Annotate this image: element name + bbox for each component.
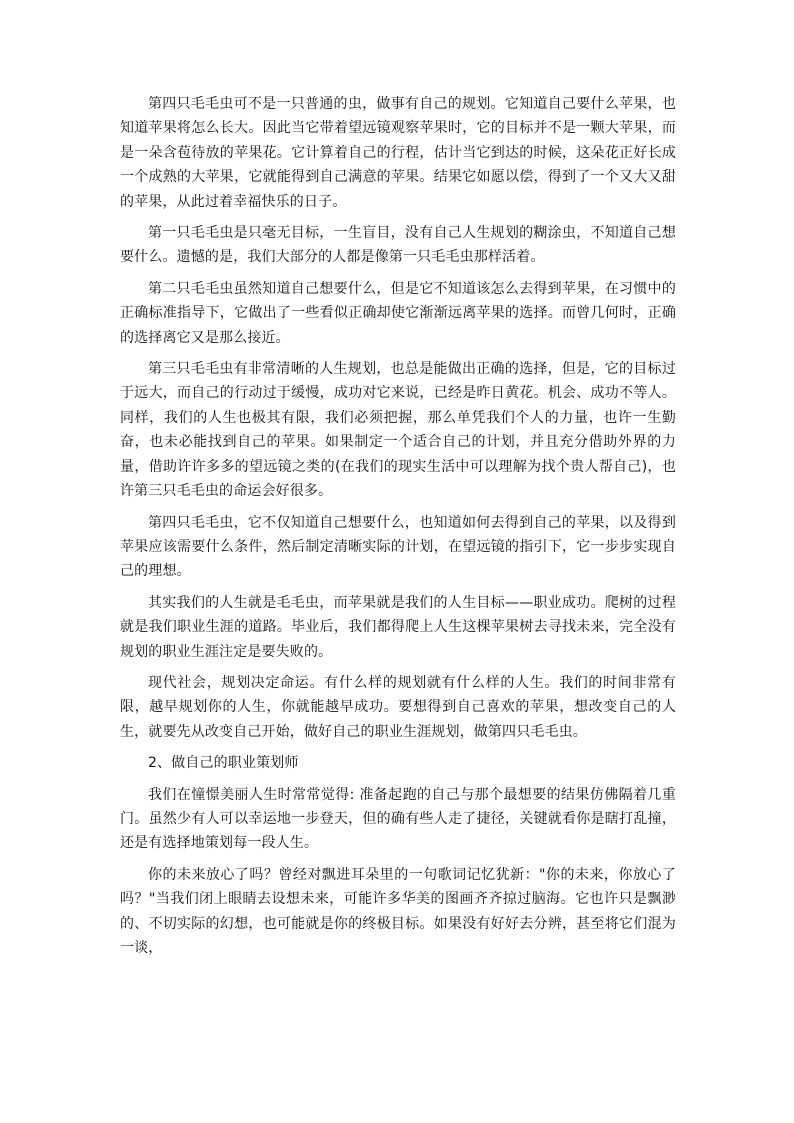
paragraph-first-caterpillar: 第一只毛毛虫是只毫无目标，一生盲目，没有自己人生规划的糊涂虫，不知道自己想要什么。遗憾的是，我们大部分的人都是像第一只毛毛虫那样活着。 [120,225,676,266]
document-body [120,92,676,967]
section-heading-career-planner: 2、做自己的职业策划师 [148,755,299,772]
paragraph-life-is-caterpillar: 其实我们的人生就是毛毛虫，而苹果就是我们的人生目标——职业成功。爬树的过程就是我们职业生涯的道路。毕业后，我们都得爬上人生这棵苹果树去寻找未来，完全没有规划的职业生涯注定是要失败的。 [120,594,676,660]
paragraph-fourth-caterpillar-story: 第四只毛毛虫可不是一只普通的虫，做事有自己的规划。它知道自己要什么苹果，也知道苹果将怎么长大。因此当它带着望远镜观察苹果时，它的目标并不是一颗大苹果，而是一朵含苞待放的苹果花。它计算着自己的行程，估计当它到达的时候，这朵花正好长成一个成熟的大苹果，它就能得到自己满意的苹果。结果它如愿以偿，得到了一个又大又甜的苹果，从此过着幸福快乐的日子。 [120,96,676,210]
paragraph-fourth-caterpillar: 第四只毛毛虫，它不仅知道自己想要什么，也知道如何去得到自己的苹果，以及得到苹果应该需要什么条件，然后制定清晰实际的计划，在望远镜的指引下，它一步步实现自己的理想。 [120,514,676,580]
paragraph-dreaming-of-life: 我们在憧憬美丽人生时常常觉得: 准备起跑的自己与那个最想要的结果仿佛隔着几重门。虽然少有人可以幸运地一步登天，但的确有些人走了捷径，关键就看你是瞎打乱撞，还是有选择地策划每一段人生。 [120,786,676,852]
paragraph-planning-decides-fate: 现代社会，规划决定命运。有什么样的规划就有什么样的人生。我们的时间非常有限，越早规划你的人生，你就能越早成功。要想得到自己喜欢的苹果，想改变自己的人生，就要先从改变自己开始，做好自己的职业生涯规划，做第四只毛毛虫。 [120,674,676,740]
paragraph-second-caterpillar: 第二只毛毛虫虽然知道自己想要什么，但是它不知道该怎么去得到苹果，在习惯中的正确标准指导下，它做出了一些看似正确却使它渐渐远离苹果的选择。而曾几何时，正确的选择离它又是那么接近。 [120,280,676,346]
paragraph-third-caterpillar: 第三只毛毛虫有非常清晰的人生规划，也总是能做出正确的选择，但是，它的目标过于远大，而自己的行动过于缓慢，成功对它来说，已经是昨日黄花。机会、成功不等人。同样，我们的人生也极其有限，我们必须把握，那么单凭我们个人的力量，也许一生勤奋，也未必能找到自己的苹果。如果制定一个适合自己的计划，并且充分借助外界的力量，借助许许多多的望远镜之类的(在我们的现实生活中可以理解为找个贵人帮自己)，也许第三只毛毛虫的命运会好很多。 [120,361,676,500]
paragraph-your-future: 你的未来放心了吗？曾经对飘进耳朵里的一句歌词记忆犹新："你的未来，你放心了吗？"当我们闭上眼睛去设想未来，可能许多华美的图画齐齐掠过脑海。它也许只是飘渺的、不切实际的幻想，也可能就是你的终极目标。如果没有好好去分辨，甚至将它们混为一谈， [120,866,676,956]
